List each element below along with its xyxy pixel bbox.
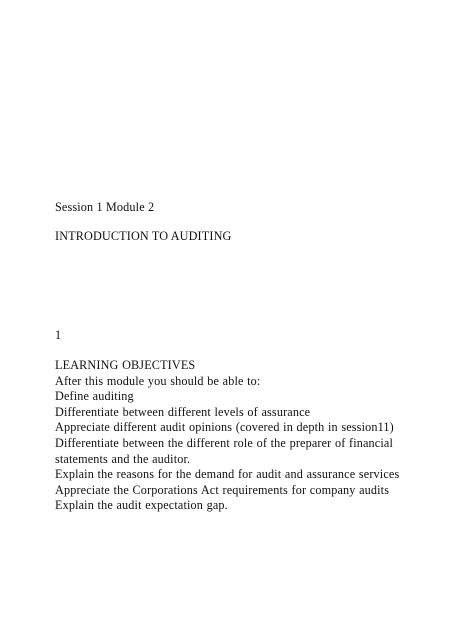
document-title: INTRODUCTION TO AUDITING — [55, 229, 232, 243]
objective-item: Differentiate between the different role of the preparer of financial statements and the auditor. — [55, 435, 393, 466]
objective-item: Differentiate between different levels of assurance — [55, 404, 311, 419]
session-module-line: Session 1 Module 2 — [55, 200, 155, 214]
objective-item: Appreciate the Corporations Act requirements for company audits — [55, 482, 390, 497]
page-number: 1 — [55, 328, 62, 342]
objectives-intro: After this module you should be able to: — [55, 373, 261, 388]
learning-objectives-section — [55, 358, 435, 514]
objective-item: Explain the reasons for the demand for audit and assurance services — [55, 467, 400, 482]
objective-item: Appreciate different audit opinions (covered in depth in session11) — [55, 420, 394, 435]
objectives-heading: LEARNING OBJECTIVES — [55, 358, 196, 372]
objective-item: Define auditing — [55, 389, 134, 404]
objective-item: Explain the audit expectation gap. — [55, 498, 228, 513]
